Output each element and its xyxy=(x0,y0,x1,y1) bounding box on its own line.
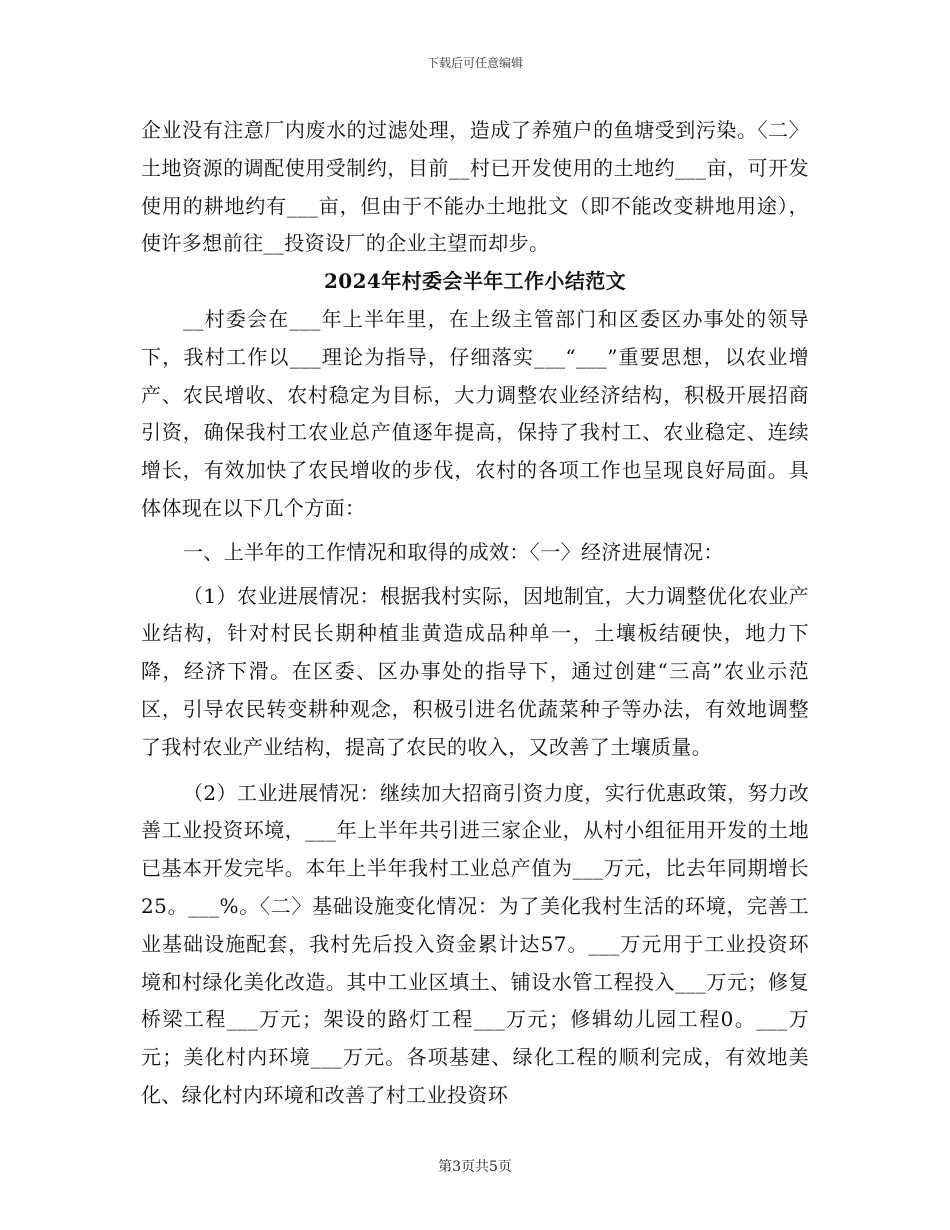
paragraph-land-resources: 企业没有注意厂内废水的过滤处理，造成了养殖户的鱼塘受到污染。〈二〉土地资源的调配使用受制约，目前__村已开发使用的土地约___亩，可开发使用的耕地约有___亩，但由于不能办土地批文（即不能改变耕地用途），使许多想前往__投资设厂的企业主望而却步。 xyxy=(141,118,809,256)
document-body xyxy=(141,112,809,1115)
page-number: 第3页共5页 xyxy=(438,1159,512,1175)
paragraph-section-one: 一、上半年的工作情况和取得的成效：〈一〉经济进展情况： xyxy=(183,539,724,564)
document-title: 2024年村委会半年工作小结范文 xyxy=(323,269,627,294)
paragraph-intro: __村委会在___年上半年里，在上级主管部门和区委区办事处的领导下，我村工作以___理论为指导，仔细落实___“___”重要思想，以农业增产、农民增收、农村稳定为目标，大力调整农业经济结构，积极开展招商引资，确保我村工农业总产值逐年提高，保持了我村工、农业稳定、连续增长，有效加快了农民增收的步伐，农村的各项工作也呈现良好局面。具体体现在以下几个方面： xyxy=(141,306,809,520)
page-header: 下载后可任意编辑 xyxy=(426,56,523,70)
paragraph-industry: （2）工业进展情况：继续加大招商引资力度，实行优惠政策，努力改善工业投资环境，___年上半年共引进三家企业，从村小组征用开发的土地已基本开发完毕。本年上半年我村工业总产值为___万元，比去年同期增长25。___%。〈二〉基础设施变化情况：为了美化我村生活的环境，完善工业基础设施配套，我村先后投入资金累计达57。___万元用于工业投资环境和村绿化美化改造。其中工业区填土、铺设水管工程投入___万元；修复桥梁工程___万元；架设的路灯工程___万元；修辑幼儿园工程0。___万元；美化村内环境___万元。各项基建、绿化工程的顺利完成，有效地美化、绿化村内环境和改善了村工业投资环 xyxy=(141,780,809,1107)
paragraph-agriculture: （1）农业进展情况：根据我村实际，因地制宜，大力调整优化农业产业结构，针对村民长期种植韭黄造成品种单一，土壤板结硬快，地力下降，经济下滑。在区委、区办事处的指导下，通过创建“三高”农业示范区，引导农民转变耕种观念，积极引进名优蔬菜种子等办法，有效地调整了我村农业产业结构，提高了农民的收入，又改善了土壤质量。 xyxy=(141,583,809,759)
